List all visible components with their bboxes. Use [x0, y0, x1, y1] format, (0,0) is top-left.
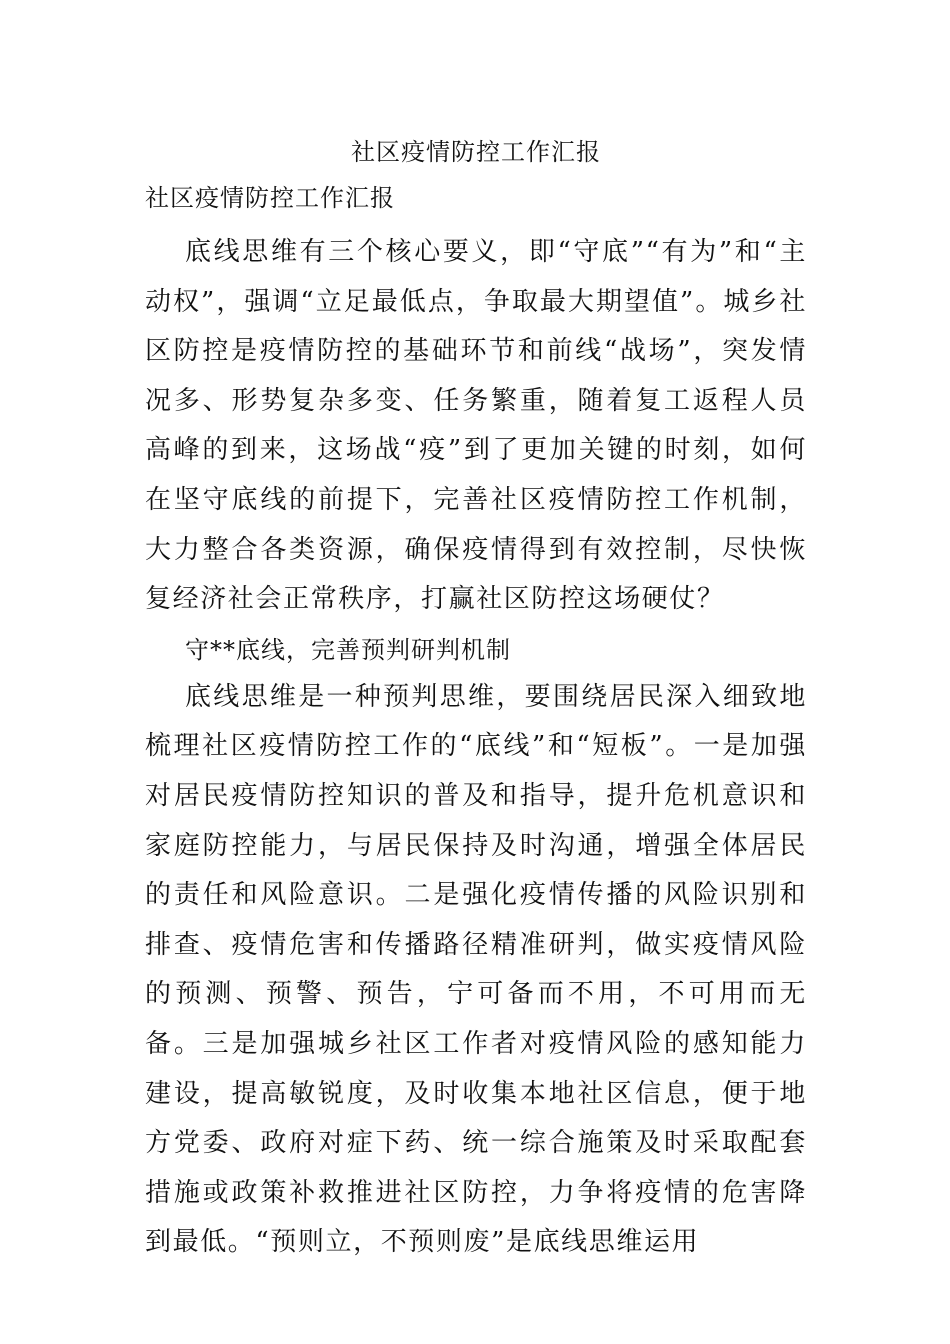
section-heading: 守**底线，完善预判研判机制	[185, 635, 511, 664]
paragraph-body: 底线思维是一种预判思维，要围绕居民深入细致地梳理社区疫情防控工作的“底线”和“短板”。一是加强对居民疫情防控知识的普及和指导，提升危机意识和家庭防控能力，与居民保持及时沟通，增强全体居民的责任和风险意识。二是强化疫情传播的风险识别和排查、疫情危害和传播路径精准研判，做实疫情风险的预测、预警、预告，宁可备而不用，不可用而无备。三是加强城乡社区工作者对疫情风险的感知能力建设，提高敏锐度，及时收集本地社区信息，便于地方党委、政府对症下药、统一综合施策及时采取配套措施或政策补救推进社区防控，力争将疫情的危害降到最低。“预则立，不预则废”是底线思维运用	[145, 681, 807, 1258]
document-title: 社区疫情防控工作汇报	[351, 138, 601, 166]
document-subtitle: 社区疫情防控工作汇报	[145, 184, 395, 212]
paragraph-intro: 底线思维有三个核心要义，即“守底”“有为”和“主动权”，强调“立足最低点，争取最大期望值”。城乡社区防控是疫情防控的基础环节和前线“战场”，突发情况多、形势复杂多变、任务繁重，随着复工返程人员高峰的到来，这场战“疫”到了更加关键的时刻，如何在坚守底线的前提下，完善社区疫情防控工作机制，大力整合各类资源，确保疫情得到有效控制，尽快恢复经济社会正常秩序，打赢社区防控这场硬仗？	[145, 237, 807, 615]
document-page	[145, 132, 807, 1268]
